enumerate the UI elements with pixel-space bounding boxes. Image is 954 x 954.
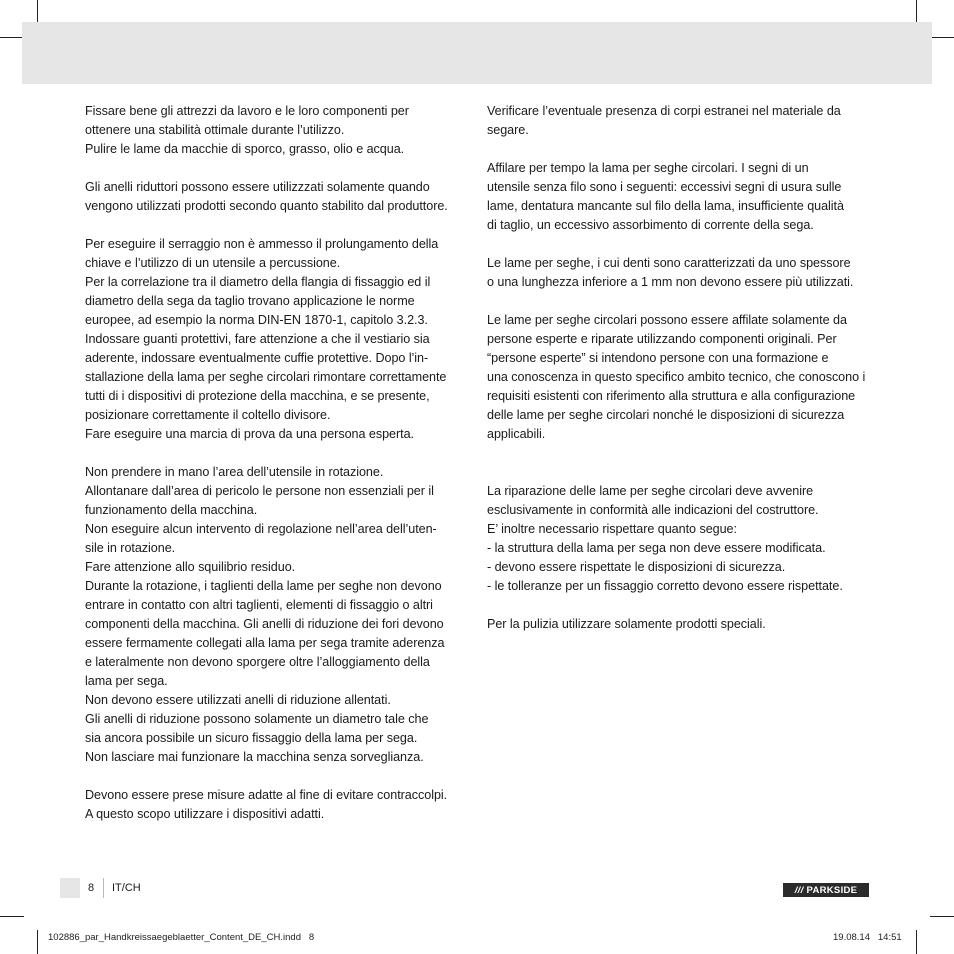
brand-logo <box>783 883 869 897</box>
crop-mark <box>916 930 917 954</box>
paragraph: Verificare l’eventuale presenza di corpi estranei nel materiale da segare. <box>487 104 841 137</box>
crop-mark <box>916 0 917 24</box>
crop-mark <box>0 916 24 917</box>
page-number: 8 <box>88 882 95 894</box>
brand-name: PARKSIDE <box>806 884 858 896</box>
paragraph: Non prendere in mano l’area dell’utensile in rotazione. Allontanare dall’area di pericolo le persone non essenziali per il funzionamento della macchina. Non eseguire alcun intervento di regolazione nell’area dell’uten- sile in rotazione. Fare attenzione allo squilibrio residuo. Durante la rotazione, i taglienti della lame per seghe non devono entrare in contatto con altri taglienti, elementi di fissaggio o altri componenti della macchina. Gli anelli di riduzione dei fori devono essere fermamente collegati alla lama per sega tramite aderenza e lateralmente non devono sporgere oltre l’alloggiamento della lama per sega. Non devono essere utilizzati anelli di riduzione allentati. Gli anelli di riduzione possono solamente un diametro tale che sia ancora possibile un sicuro fissaggio della lama per sega. Non lasciare mai funzionare la macchina senza sorveglianza. <box>85 465 445 764</box>
paragraph: Fissare bene gli attrezzi da lavoro e le loro componenti per ottenere una stabilità ottimale durante l’utilizzo. Pulire le lame da macchie di sporco, grasso, olio e acqua. <box>85 104 409 156</box>
paragraph: Affilare per tempo la lama per seghe circolari. I segni di un utensile senza filo sono i seguenti: eccessivi segni di usura sulle lame, dentatura mancante sul filo della lama, insufficiente qualità di taglio, un eccessivo assorbimento di corrente della sega. <box>487 161 844 232</box>
crop-mark <box>37 0 38 24</box>
paragraph: Le lame per seghe circolari possono essere affilate solamente da persone esperte e riparate utilizzando componenti originali. Per “persone esperte” si intendono persone con una formazione e una conoscenza in questo specifico ambito tecnico, che conoscono i requisiti esistenti con riferimento alla struttura e alla configurazione delle lame per seghe circolari nonché le disposizioni di sicurezza applicabili. <box>487 313 866 441</box>
paragraph: Gli anelli riduttori possono essere utilizzzati solamente quando vengono utilizzati prodotti secondo quanto stabilito dal produttore. <box>85 180 448 213</box>
right-column <box>487 102 879 634</box>
crop-mark <box>930 37 954 38</box>
print-date: 19.08.14 14:51 <box>833 932 902 943</box>
footer-divider <box>103 878 104 898</box>
print-file-info: 102886_par_Handkreissaegeblaetter_Content_DE_CH.indd 8 <box>48 932 315 943</box>
crop-mark <box>0 37 24 38</box>
brand-slashes: /// <box>794 884 804 896</box>
language-code: IT/CH <box>112 882 141 894</box>
paragraph: Le lame per seghe, i cui denti sono caratterizzati da uno spessore o una lunghezza inferiore a 1 mm non devono essere più utilizzati. <box>487 256 854 289</box>
paragraph: La riparazione delle lame per seghe circolari deve avvenire esclusivamente in conformità alle indicazioni del costruttore. E’ inoltre necessario rispettare quanto segue: - la struttura della lama per sega non deve essere modificata. - devono essere rispettate le disposizioni di sicurezza. - le tolleranze per un fissaggio corretto devono essere rispettate. <box>487 484 843 593</box>
header-band <box>22 22 932 84</box>
paragraph: Per la pulizia utilizzare solamente prodotti speciali. <box>487 617 766 631</box>
page-marker-box <box>60 878 80 898</box>
crop-mark <box>930 916 954 917</box>
paragraph: Per eseguire il serraggio non è ammesso il prolungamento della chiave e l’utilizzo di un utensile a percussione. Per la correlazione tra il diametro della flangia di fissaggio ed il diametro della sega da taglio trovano applicazione le norme europee, ad esempio la norma DIN-EN 1870-1, capitolo 3.2.3. Indossare guanti protettivi, fare attenzione a che il vestiario sia aderente, indossare eventualmente cuffie protettive. Dopo l’in- stallazione della lama per seghe circolari rimontare correttamente tutti di i dispositivi di protezione della macchina, e se presente, posizionare correttamente il coltello divisore. Fare eseguire una marcia di prova da una persona esperta. <box>85 237 447 441</box>
paragraph: Devono essere prese misure adatte al fine di evitare contraccolpi. A questo scopo utilizzare i dispositivi adatti. <box>85 788 448 821</box>
crop-mark <box>37 930 38 954</box>
left-column <box>85 102 475 824</box>
